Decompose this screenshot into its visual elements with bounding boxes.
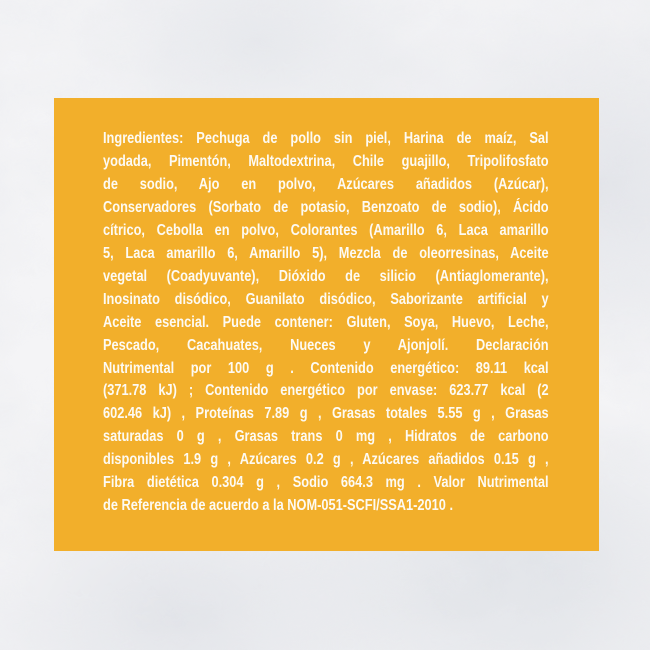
ingredients-text-line: (371.78 kJ) ; Contenido energético por envase: 623.77 kcal (2 [103, 382, 549, 400]
ingredients-text-line: de sodio, Ajo en polvo, Azúcares añadidos (Azúcar), [103, 175, 549, 193]
ingredients-text-line: disponibles 1.9 g , Azúcares 0.2 g , Azúcares añadidos 0.15 g , [103, 451, 549, 469]
ingredients-text-line: Aceite esencial. Puede contener: Gluten, Soya, Huevo, Leche, [103, 313, 549, 331]
ingredients-text-line: Conservadores (Sorbato de potasio, Benzoato de sodio), Ácido [103, 198, 549, 216]
ingredients-text-line: saturadas 0 g , Grasas trans 0 mg , Hidratos de carbono [103, 428, 549, 446]
ingredients-text-line: cítrico, Cebolla en polvo, Colorantes (Amarillo 6, Laca amarillo [103, 221, 549, 239]
ingredients-text-line: Nutrimental por 100 g . Contenido energético: 89.11 kcal [103, 359, 549, 377]
ingredients-text-line: vegetal (Coadyuvante), Dióxido de silicio (Antiaglomerante), [103, 267, 549, 285]
ingredients-text-line: yodada, Pimentón, Maltodextrina, Chile guajillo, Tripolifosfato [103, 152, 549, 170]
ingredients-panel [54, 98, 599, 551]
ingredients-text-line: Pescado, Cacahuates, Nueces y Ajonjolí. Declaración [103, 336, 549, 354]
ingredients-text-line: de Referencia de acuerdo a la NOM-051-SCFI/SSA1-2010 . [103, 497, 453, 515]
ingredients-text-line: Fibra dietética 0.304 g , Sodio 664.3 mg . Valor Nutrimental [103, 474, 549, 492]
ingredients-text-line: 602.46 kJ) , Proteínas 7.89 g , Grasas totales 5.55 g , Grasas [103, 405, 549, 423]
ingredients-text [103, 128, 549, 518]
ingredients-text-line: Inosinato disódico, Guanilato disódico, Saborizante artificial y [103, 290, 549, 308]
ingredients-text-line: 5, Laca amarillo 6, Amarillo 5), Mezcla de oleorresinas, Aceite [103, 244, 549, 262]
ingredients-text-line: Ingredientes: Pechuga de pollo sin piel, Harina de maíz, Sal [103, 130, 549, 147]
